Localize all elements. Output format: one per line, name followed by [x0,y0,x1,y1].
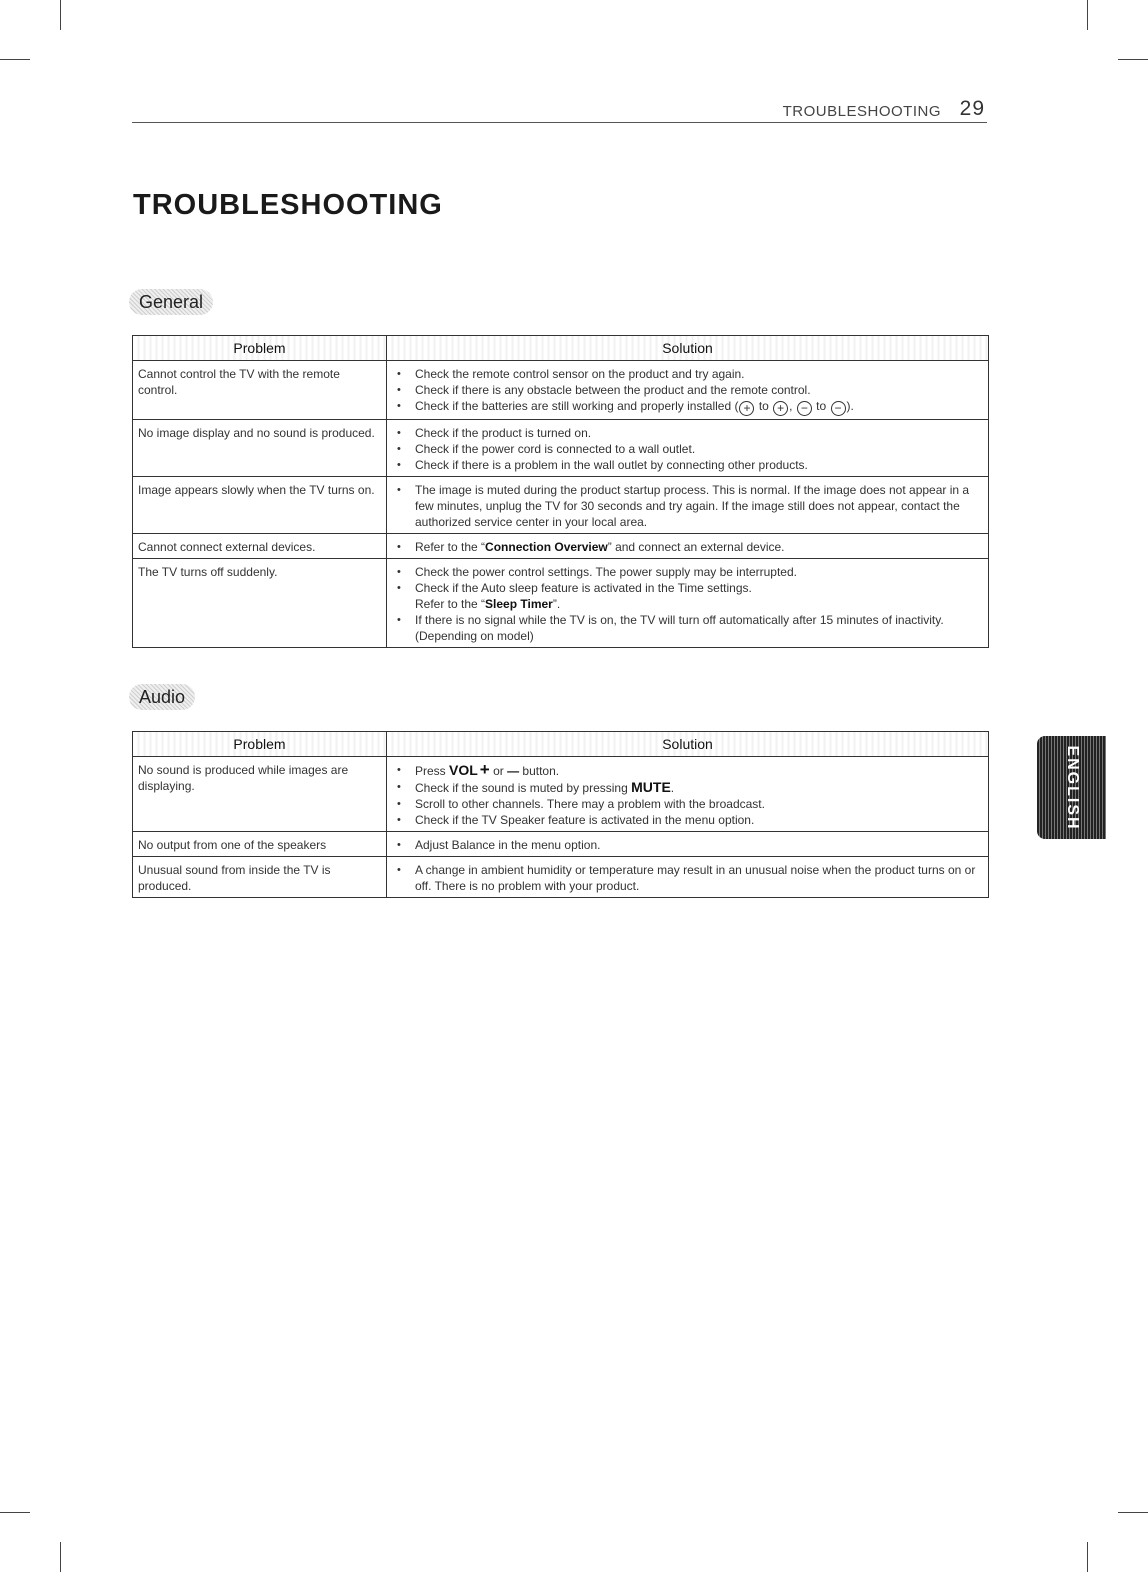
solution-item [392,762,983,779]
solution-cell [387,857,989,898]
solution-list [392,482,983,530]
mute-text: . [670,781,675,795]
problem-cell: Image appears slowly when the TV turns on. [133,477,387,534]
solution-item: • Scroll to other channels. There may a problem with the broadcast. [392,796,983,812]
problem-column-header: Problem [133,732,387,757]
table-header-row [133,732,989,757]
battery-text: Check if the batteries are still working and properly installed ( [415,399,739,413]
crop-mark [1087,0,1088,30]
crop-mark [60,1542,61,1572]
solution-cell [387,559,989,648]
solution-list [392,425,983,473]
ref-text: ” and connect an external device. [607,540,785,554]
table-header-row [133,336,989,361]
table-row [133,361,989,420]
language-tab-label: ENGLISH [1063,744,1081,831]
audio-troubleshooting-table [132,731,989,898]
problem-cell: Cannot connect external devices. [133,534,387,559]
ref-text: ”. [552,597,561,611]
vol-plus-symbol: + [479,760,490,779]
solution-cell [387,534,989,559]
table-row [133,534,989,559]
general-troubleshooting-table [132,335,989,648]
vol-text: Press [415,764,450,778]
table-row [133,832,989,857]
crop-mark [60,0,61,30]
solution-item [392,398,983,416]
sleep-timer-ref: Sleep Timer [485,597,553,611]
solution-item: • Check if the product is turned on. [392,425,983,441]
solution-item: • A change in ambient humidity or temperature may result in an unusual noise when the product turns on or off. There is no problem with your product. [392,862,983,894]
language-tab [1037,736,1106,839]
problem-column-header: Problem [133,336,387,361]
solution-item: • The image is muted during the product startup process. This is normal. If the image does not appear in a few minutes, unplug the TV for 30 seconds and try again. If the image still does not appear, contact the authorized service center in your local area. [392,482,983,530]
connection-overview-ref: Connection Overview [485,540,608,554]
table-row [133,420,989,477]
crop-mark [0,59,30,60]
crop-mark [1118,59,1148,60]
problem-cell: Cannot control the TV with the remote control. [133,361,387,420]
solution-cell [387,477,989,534]
solution-item: • Check the remote control sensor on the product and try again. [392,366,983,382]
problem-cell: The TV turns off suddenly. [133,559,387,648]
solution-item: • Check if the power cord is connected to a wall outlet. [392,441,983,457]
vol-minus-symbol: — [507,764,520,778]
battery-plus-symbol: + [739,401,754,416]
page-title: TROUBLESHOOTING [133,189,443,221]
solution-item: • Adjust Balance in the menu option. [392,837,983,853]
solution-cell [387,420,989,477]
battery-plus-symbol: + [773,401,788,416]
solution-item [392,580,983,612]
mute-label: MUTE [631,779,671,795]
solution-item: • Check the power control settings. The power supply may be interrupted. [392,564,983,580]
section-label-general: General [129,289,213,315]
sleep-text: Check if the Auto sleep feature is activated in the Time settings. [415,581,752,595]
crop-mark [1118,1512,1148,1513]
solution-cell [387,361,989,420]
crop-mark [0,1512,30,1513]
solution-item: • Check if the TV Speaker feature is activated in the menu option. [392,812,983,828]
table-row [133,477,989,534]
vol-text: button. [519,764,560,778]
battery-minus-symbol: − [797,401,812,416]
solution-list [392,366,983,416]
table-row [133,757,989,832]
problem-cell: No image display and no sound is produced. [133,420,387,477]
ref-text: Refer to the “ [415,597,486,611]
solution-column-header: Solution [387,732,989,757]
vol-label: VOL [449,762,478,778]
crop-mark [1087,1542,1088,1572]
problem-cell: No sound is produced while images are displaying. [133,757,387,832]
solution-cell [387,757,989,832]
ref-text: Refer to the “ [415,540,486,554]
battery-text: to [812,399,830,413]
problem-cell: No output from one of the speakers [133,832,387,857]
solution-item [392,779,983,796]
solution-list [392,564,983,644]
running-header-title: TROUBLESHOOTING [782,103,941,120]
solution-item: • Check if there is any obstacle between the product and the remote control. [392,382,983,398]
solution-list [392,837,983,853]
page-number: 29 [959,97,985,120]
table-row [133,857,989,898]
battery-text: ). [846,399,854,413]
solution-list [392,762,983,828]
running-header [132,97,987,123]
battery-minus-symbol: − [831,401,846,416]
problem-cell: Unusual sound from inside the TV is produced. [133,857,387,898]
battery-text: to [755,399,773,413]
solution-column-header: Solution [387,336,989,361]
solution-item [392,539,983,555]
section-label-audio: Audio [129,684,195,710]
solution-item: • Check if there is a problem in the wall outlet by connecting other products. [392,457,983,473]
vol-text: or [489,764,508,778]
solution-cell [387,832,989,857]
solution-list [392,862,983,894]
solution-item: • If there is no signal while the TV is on, the TV will turn off automatically after 15 minutes of inactivity. (Depending on model) [392,612,983,644]
battery-text: , [789,399,796,413]
solution-list [392,539,983,555]
mute-text: Check if the sound is muted by pressing [415,781,632,795]
table-row [133,559,989,648]
